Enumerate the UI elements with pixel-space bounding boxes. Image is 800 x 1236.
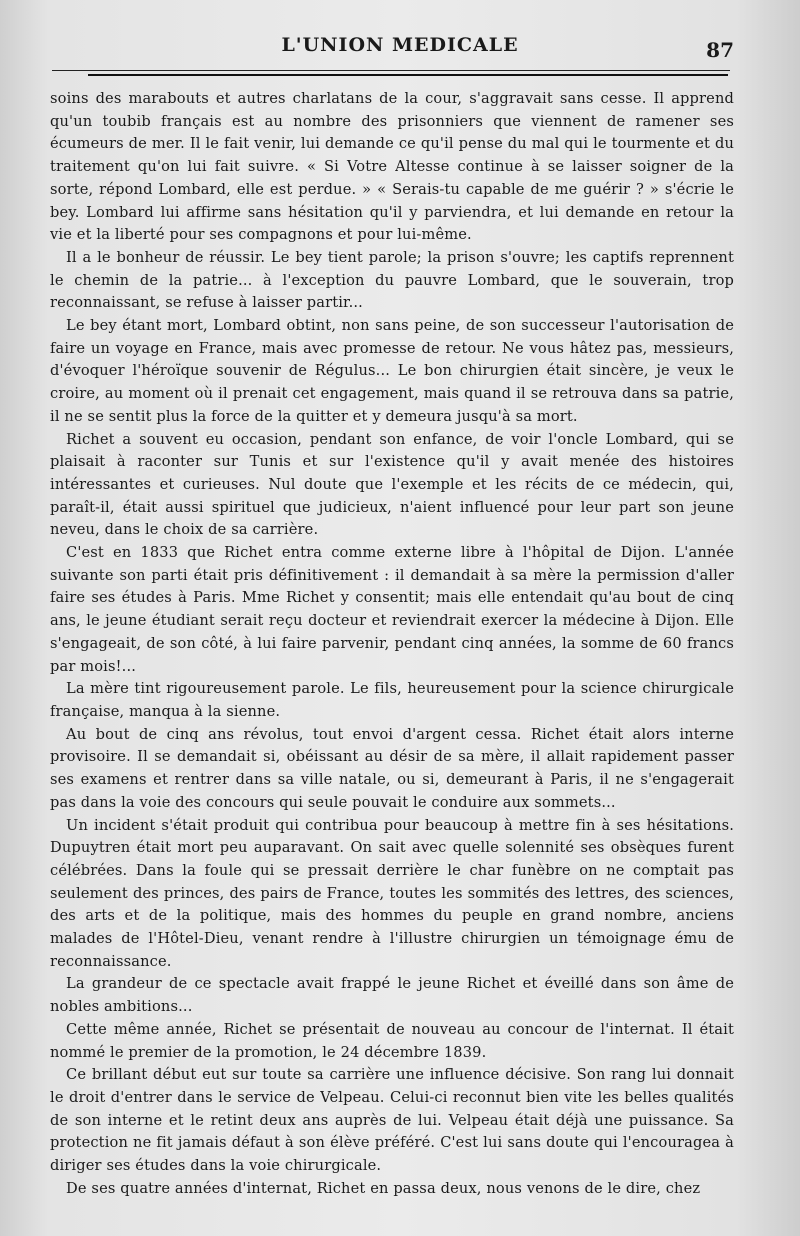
paragraph: La grandeur de ce spectacle avait frappé le jeune Richet et éveillé dans son âme de nobles ambitions... xyxy=(50,975,734,1016)
header-rule-thick xyxy=(88,74,728,76)
page-number: 87 xyxy=(706,38,734,62)
paragraph: soins des marabouts et autres charlatans de la cour, s'aggravait sans cesse. Il apprend qu'un toubib français est au nombre des prisonniers que viennent de ramener ses écumeurs de mer. Il le fait venir, lui demande ce qu'il pense du mal qui le tourmente et du traitement qu'on lui fait suivre. « Si Votre Altesse continue à se laisser soigner de la sorte, répond Lombard, elle est perdue. » « Serais-tu capable de me guérir ? » s'écrie le bey. Lombard lui affirme sans hésitation qu'il y parviendra, et lui demande en retour la vie et la liberté pour ses compagnons et pour lui-même. xyxy=(50,90,734,244)
paragraph: Le bey étant mort, Lombard obtint, non sans peine, de son successeur l'autorisation de faire un voyage en France, mais avec promesse de retour. Ne vous hâtez pas, messieurs, d'évoquer l'héroïque souvenir de Régulus... Le bon chirurgien était sincère, je veux le croire, au moment où il prenait cet engagement, mais quand il se retrouva dans sa patrie, il ne se sentit plus la force de la quitter et y demeura jusqu'à sa mort. xyxy=(50,317,734,425)
running-title: L'UNION MEDICALE xyxy=(281,34,519,56)
paragraph: Ce brillant début eut sur toute sa carrière une influence décisive. Son rang lui donnait le droit d'entrer dans le service de Velpeau. Celui-ci reconnut bien vite les belles qualités de son interne et le retint deux ans auprès de lui. Velpeau était déjà une puissance. Sa protection ne fit jamais défaut à son élève préféré. C'est lui sans doute qui l'encouragea à diriger ses études dans la voie chirurgicale. xyxy=(50,1066,734,1175)
paragraph: Au bout de cinq ans révolus, tout envoi d'argent cessa. Richet était alors interne provisoire. Il se demandait si, obéissant au désir de sa mère, il allait rapidement passer ses examens et rentrer dans sa ville natale, ou si, demeurant à Paris, il ne s'engagerait pas dans la voie des concours qui seule pouvait le conduire aux sommets... xyxy=(50,725,734,811)
paragraph: C'est en 1833 que Richet entra comme externe libre à l'hôpital de Dijon. L'année suivante son parti était pris définitivement : il demandait à sa mère la permission d'aller faire ses études à Paris. Mme Richet y consentit; mais elle entendait qu'au bout de cinq ans, le jeune étudiant serait reçu docteur et reviendrait exercer la médecine à Dijon. Elle s'engageait, de son côté, à lui faire parvenir, pendant cinq années, la somme de 60 francs par mois!... xyxy=(50,544,734,675)
paragraph: Cette même année, Richet se présentait de nouveau au concour de l'internat. Il était nommé le premier de la promotion, le 24 décembre 1839. xyxy=(50,1020,734,1061)
paragraph: Richet a souvent eu occasion, pendant son enfance, de voir l'oncle Lombard, qui se plaisait à raconter sur Tunis et sur l'existence qu'il y avait menée des histoires intéressantes et curieuses. Nul doute que l'exemple et les récits de ce médecin, qui, paraît-il, était aussi spirituel que judicieux, n'aient influencé pour leur part son jeune neveu, dans le choix de sa carrière. xyxy=(50,430,734,539)
paragraph: Il a le bonheur de réussir. Le bey tient parole; la prison s'ouvre; les captifs reprennent le chemin de la patrie... à l'exception du pauvre Lombard, que le souverain, trop reconnaissant, se refuse à laisser partir... xyxy=(50,248,734,312)
paragraph: Un incident s'était produit qui contribua pour beaucoup à mettre fin à ses hésitations. Dupuytren était mort peu auparavant. On sait avec quelle solennité ses obsèques furent célébrées. Dans la foule qui se pressait derrière le char funèbre on ne comptait pas seulement des princes, des pairs de France, toutes les sommités des lettres, des sciences, des arts et de la politique, mais des hommes du peuple en grand nombre, anciens malades de l'Hôtel-Dieu, venant rendre à l'illustre chirurgien un témoignage ému de reconnaissance. xyxy=(50,816,734,970)
body-text xyxy=(50,88,734,1200)
page-header xyxy=(0,34,800,64)
paragraph: La mère tint rigoureusement parole. Le fils, heureusement pour la science chirurgicale française, manqua à la sienne. xyxy=(50,680,734,720)
header-rule xyxy=(52,70,730,71)
paragraph: De ses quatre années d'internat, Richet en passa deux, nous venons de le dire, chez xyxy=(66,1179,701,1197)
